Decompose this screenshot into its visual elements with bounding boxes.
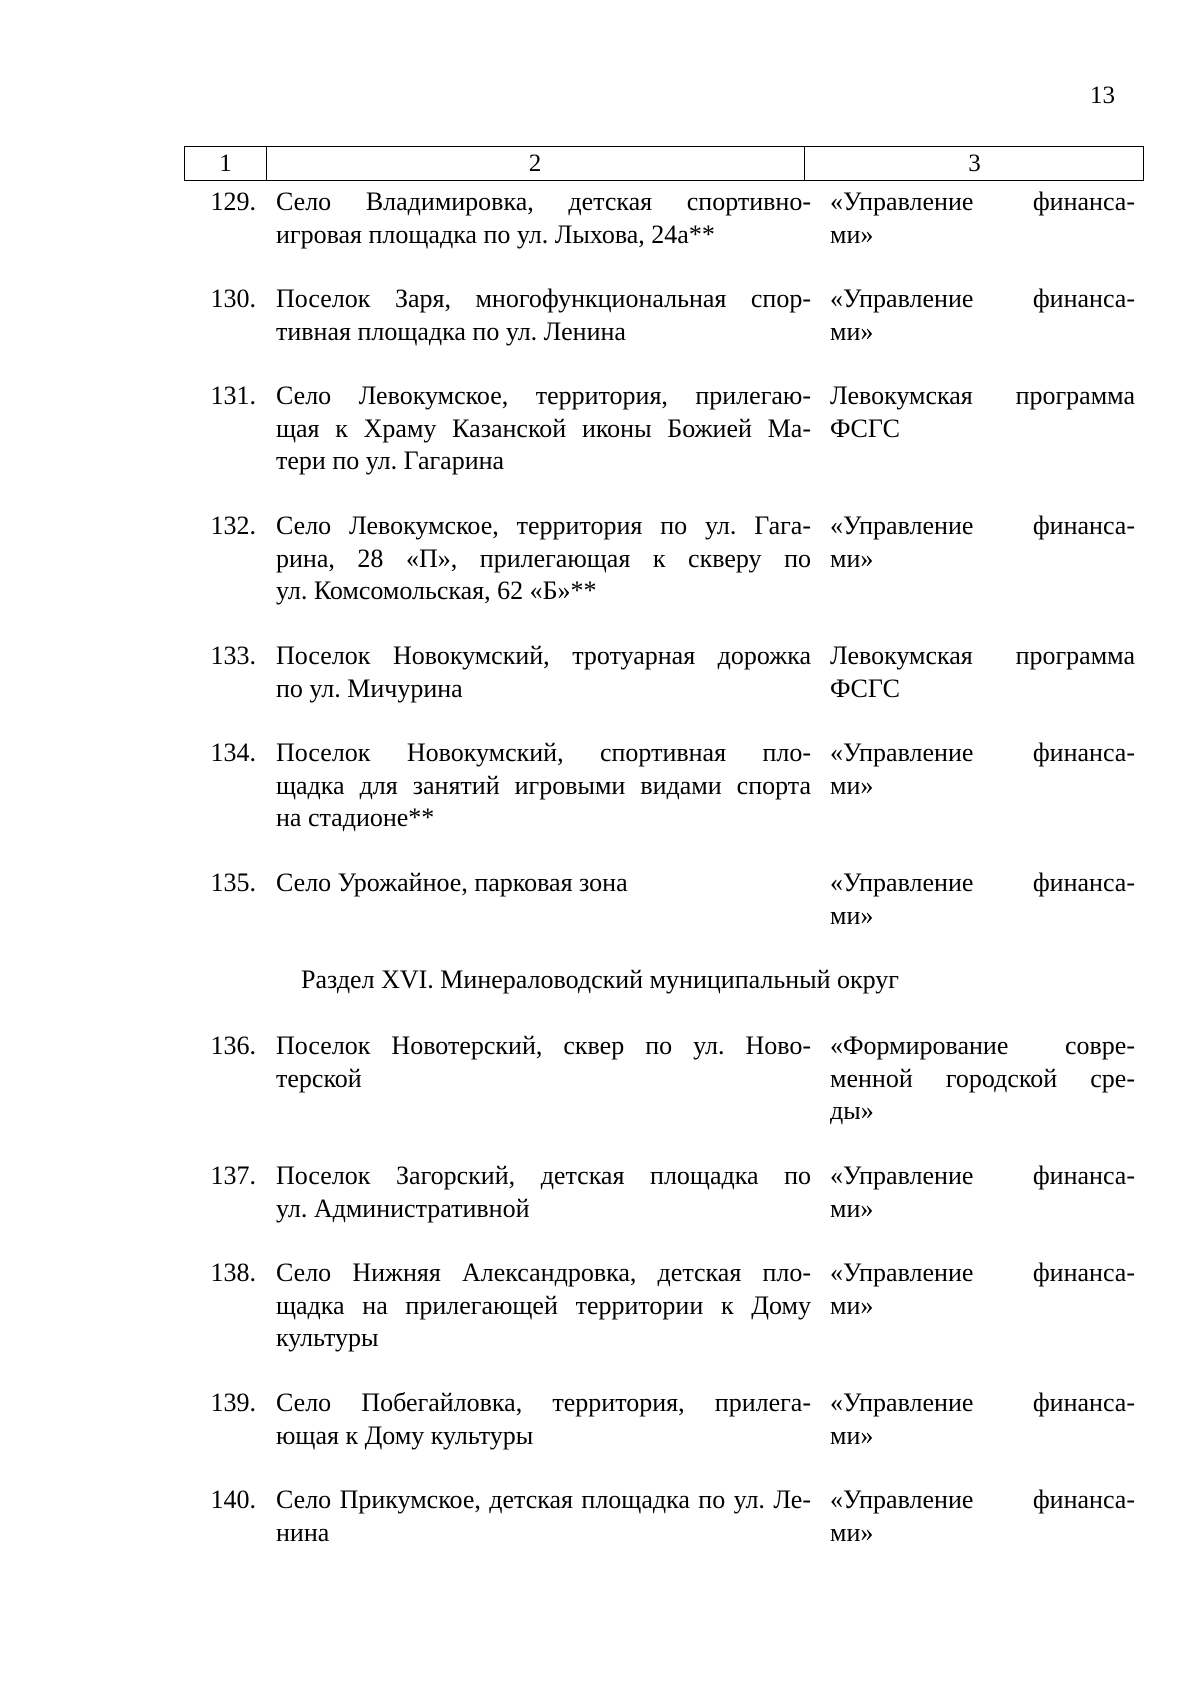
table-header <box>184 146 1144 181</box>
funding-source: «Управление финанса- ми» <box>830 738 1135 800</box>
row-number: 140. <box>210 1485 256 1514</box>
funding-source: «Управление финанса- ми» <box>830 1388 1135 1450</box>
row-number: 131. <box>210 381 256 410</box>
object-name: Поселок Заря, многофункциональная спор- тивная площадка по ул. Ленина <box>276 284 811 346</box>
header-col-1: 1 <box>185 147 267 180</box>
object-name: Село Левокумское, территория, прилегаю- щая к Храму Казанской иконы Божией Ма- тери по ул. Гагарина <box>276 381 811 475</box>
object-name: Поселок Новотерский, сквер по ул. Ново- терской <box>276 1031 811 1093</box>
row-number: 132. <box>210 511 256 540</box>
funding-source: «Управление финанса- ми» <box>830 1161 1135 1223</box>
funding-source: Левокумская программа ФСГС <box>830 381 1135 443</box>
row-number: 139. <box>210 1388 256 1417</box>
header-col-3: 3 <box>968 150 981 177</box>
row-number: 136. <box>210 1031 256 1060</box>
object-name: Село Нижняя Александровка, детская пло- щадка на прилегающей территории к Дому культуры <box>276 1258 811 1352</box>
row-number: 137. <box>210 1161 256 1190</box>
object-name: Село Урожайное, парковая зона <box>276 868 628 897</box>
funding-source: «Управление финанса- ми» <box>830 284 1135 346</box>
row-number: 129. <box>210 187 256 216</box>
object-name: Поселок Новокумский, тротуарная дорожка по ул. Мичурина <box>276 641 811 703</box>
row-number: 138. <box>210 1258 256 1287</box>
object-name: Село Левокумское, территория по ул. Гага- рина, 28 «П», прилегающая к скверу по ул. Комсомольская, 62 «Б»** <box>276 511 811 605</box>
row-number: 135. <box>210 868 256 897</box>
section-title: Раздел XVI. Минераловодский муниципальный округ <box>301 965 899 994</box>
object-name: Село Побегайловка, территория, прилега- ющая к Дому культуры <box>276 1388 811 1450</box>
funding-source: «Управление финанса- ми» <box>830 1485 1135 1547</box>
row-number: 134. <box>210 738 256 767</box>
row-number: 133. <box>210 641 256 670</box>
row-number: 130. <box>210 284 256 313</box>
object-name: Село Прикумское, детская площадка по ул. Ле- нина <box>276 1485 811 1547</box>
page-number: 13 <box>1090 82 1115 109</box>
header-col-2: 2 <box>266 147 805 180</box>
funding-source: Левокумская программа ФСГС <box>830 641 1135 703</box>
object-name: Село Владимировка, детская спортивно- игровая площадка по ул. Лыхова, 24а** <box>276 187 811 249</box>
funding-source: «Формирование совре- менной городской сре- ды» <box>830 1031 1135 1125</box>
object-name: Поселок Загорский, детская площадка по ул. Административной <box>276 1161 811 1223</box>
funding-source: «Управление финанса- ми» <box>830 511 1135 573</box>
object-name: Поселок Новокумский, спортивная пло- щадка для занятий игровыми видами спорта на стадионе** <box>276 738 811 832</box>
funding-source: «Управление финанса- ми» <box>830 868 1135 930</box>
funding-source: «Управление финанса- ми» <box>830 187 1135 249</box>
funding-source: «Управление финанса- ми» <box>830 1258 1135 1320</box>
